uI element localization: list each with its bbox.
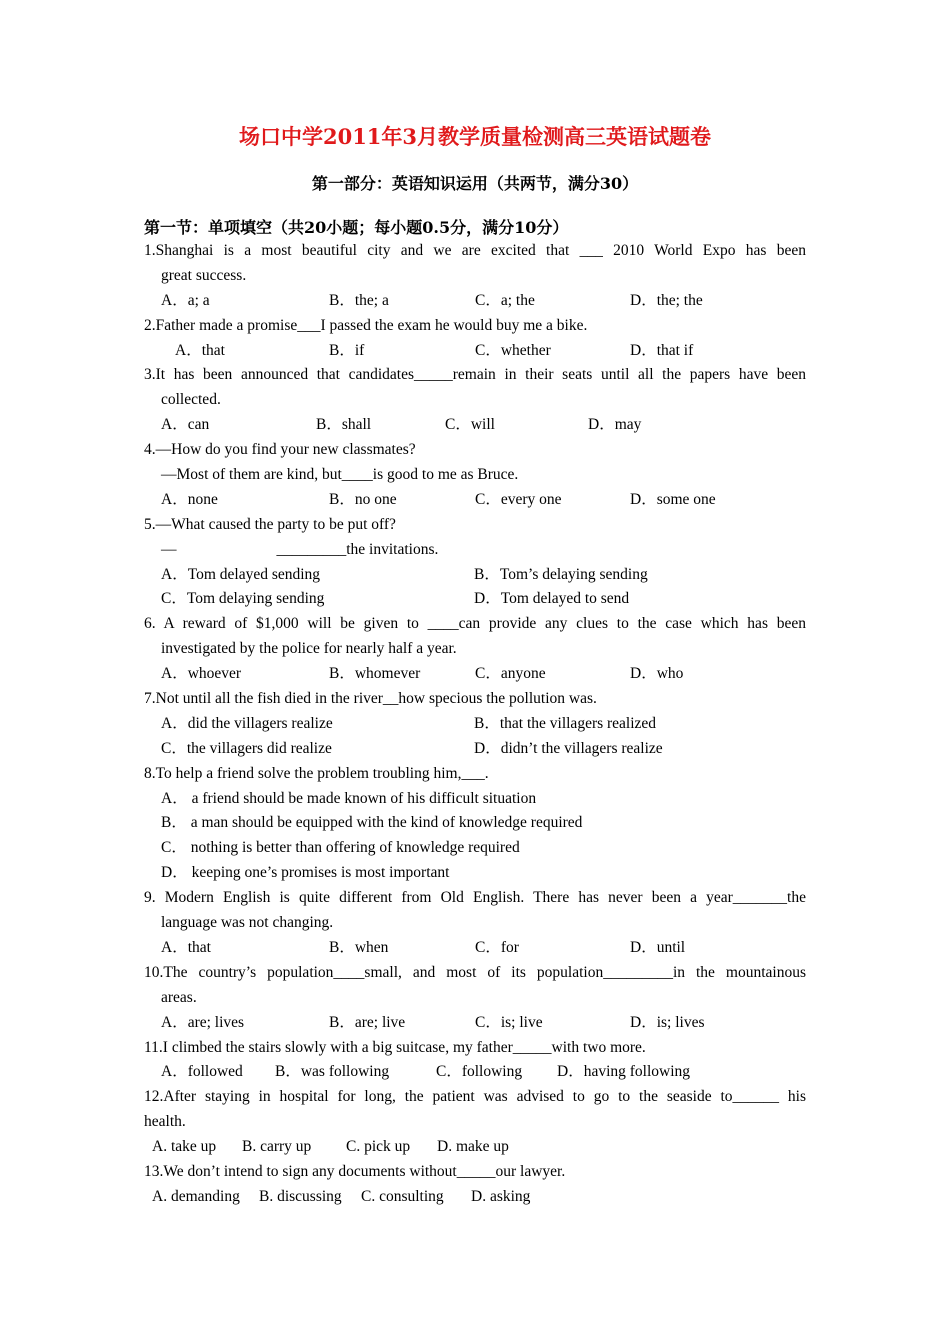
- question-list: [144, 239, 806, 1210]
- option-c: C．the villagers did realize: [161, 739, 332, 757]
- option-b: B．when: [329, 938, 389, 956]
- option-d: D．having following: [557, 1063, 691, 1081]
- option-a: A．whoever: [161, 665, 242, 683]
- option-c: C．will: [445, 416, 495, 434]
- question-3-stem-cont: collected.: [161, 391, 221, 409]
- question-3-stem: 3.It has been announced that candidates_____remain in their seats until all the papers have been: [144, 366, 806, 384]
- question-7-stem: 7.Not until all the fish died in the river__how specious the pollution was.: [144, 690, 597, 708]
- option-d: D. asking: [471, 1187, 531, 1205]
- option-d: D．until: [630, 938, 686, 956]
- option-a: A． a friend should be made known of his difficult situation: [161, 789, 537, 807]
- option-b: B．the; a: [329, 291, 389, 309]
- option-c: C．for: [475, 938, 519, 956]
- question-10-options: [144, 1011, 806, 1036]
- part-heading: 第一部分：英语知识运用（共两节，满分30）: [311, 174, 639, 193]
- option-b: B．no one: [329, 490, 397, 508]
- question-6-stem: 6. A reward of $1,000 will be given to ____can provide any clues to the case which has been: [144, 615, 806, 633]
- option-c: C． nothing is better than offering of knowledge required: [161, 839, 520, 857]
- question-5-stem-cont: [144, 538, 806, 563]
- option-d: D．is; lives: [630, 1013, 705, 1031]
- question-7-options-row1: [144, 712, 806, 737]
- option-c: C．a; the: [475, 291, 535, 309]
- question-6-options: [144, 662, 806, 687]
- question-12-stem-cont: health.: [144, 1113, 186, 1131]
- option-b: B．was following: [275, 1063, 390, 1081]
- option-d: D．Tom delayed to send: [474, 590, 630, 608]
- option-a: A．that: [175, 341, 225, 359]
- question-4-options: [144, 488, 806, 513]
- option-c: C. consulting: [361, 1187, 444, 1205]
- question-8-stem: 8.To help a friend solve the problem troubling him,___.: [144, 764, 489, 782]
- option-a: A．none: [161, 490, 218, 508]
- option-a: A．that: [161, 938, 211, 956]
- question-1-stem-cont: great success.: [161, 266, 247, 284]
- question-5-stem: 5.—What caused the party to be put off?: [144, 515, 396, 533]
- question-2-stem: 2.Father made a promise___I passed the exam he would buy me a bike.: [144, 316, 588, 334]
- option-a: A. take up: [152, 1138, 217, 1156]
- option-d: D. make up: [437, 1138, 509, 1156]
- blank-text: _________the invitations.: [276, 540, 439, 558]
- option-a: A．did the villagers realize: [161, 714, 333, 732]
- question-13-options: [144, 1185, 806, 1210]
- question-10-stem: 10.The country’s population____small, and most of its population_________in the mountainous: [144, 963, 806, 981]
- option-a: A．a; a: [161, 291, 210, 309]
- question-1-stem: 1.Shanghai is a most beautiful city and we are excited that ___ 2010 World Expo has been: [144, 242, 806, 259]
- question-1-options: [144, 289, 806, 314]
- option-c: C．anyone: [475, 665, 546, 683]
- option-b: B．shall: [316, 416, 372, 434]
- question-9-stem-cont: language was not changing.: [161, 914, 334, 932]
- option-d: D．who: [630, 665, 684, 683]
- option-a: A．can: [161, 416, 210, 434]
- question-10-stem-cont: areas.: [161, 988, 197, 1006]
- option-d: D．may: [588, 416, 642, 434]
- option-c: C．whether: [475, 341, 551, 359]
- question-13-stem: 13.We don’t intend to sign any documents without_____our lawyer.: [144, 1162, 566, 1180]
- option-b: B. discussing: [259, 1187, 342, 1205]
- exam-title: 场口中学2011年3月教学质量检测高三英语试题卷: [238, 124, 712, 149]
- option-b: B. carry up: [242, 1138, 312, 1156]
- question-11-stem: 11.I climbed the stairs slowly with a big suitcase, my father_____with two more.: [144, 1038, 646, 1056]
- question-12-options: [144, 1135, 806, 1160]
- question-12-stem: 12.After staying in hospital for long, the patient was advised to go to the seaside to______ his: [144, 1088, 806, 1106]
- option-b: B． a man should be equipped with the kind of knowledge required: [161, 814, 583, 832]
- option-a: A．are; lives: [161, 1013, 245, 1031]
- question-4-stem-cont: —Most of them are kind, but____is good to me as Bruce.: [161, 466, 519, 484]
- question-4-stem: 4.—How do you find your new classmates?: [144, 441, 416, 459]
- option-d: D．the; the: [630, 291, 703, 309]
- option-a: A．Tom delayed sending: [161, 565, 321, 583]
- question-9-stem: 9. Modern English is quite different from Old English. There has never been a year_______the: [144, 889, 806, 907]
- option-d: D．didn’t the villagers realize: [474, 739, 663, 757]
- question-6-stem-cont: investigated by the police for nearly half a year.: [161, 640, 457, 658]
- option-d: D．that if: [630, 341, 694, 359]
- option-d: D． keeping one’s promises is most important: [161, 864, 450, 882]
- option-a: A. demanding: [152, 1187, 240, 1205]
- option-b: B．if: [329, 341, 365, 359]
- option-b: B．are; live: [329, 1013, 406, 1031]
- dash: —: [161, 540, 177, 558]
- question-5-options-row2: [144, 587, 806, 612]
- option-d: D．some one: [630, 490, 716, 508]
- option-a: A．followed: [161, 1063, 243, 1081]
- option-c: C．is; live: [475, 1013, 543, 1031]
- option-b: B．whomever: [329, 665, 421, 683]
- question-9-options: [144, 936, 806, 961]
- option-b: B．Tom’s delaying sending: [474, 565, 648, 583]
- question-2-options: [144, 339, 806, 364]
- question-3-options: [144, 413, 806, 438]
- question-11-options: [144, 1060, 806, 1085]
- question-7-options-row2: [144, 737, 806, 762]
- question-5-options-row1: [144, 563, 806, 588]
- option-c: C. pick up: [346, 1138, 411, 1156]
- option-c: C．every one: [475, 490, 562, 508]
- section-heading: 第一节：单项填空（共20小题；每小题0.5分，满分10分）: [144, 218, 569, 237]
- option-c: C．Tom delaying sending: [161, 590, 325, 608]
- option-c: C．following: [436, 1063, 523, 1081]
- option-b: B．that the villagers realized: [474, 714, 657, 732]
